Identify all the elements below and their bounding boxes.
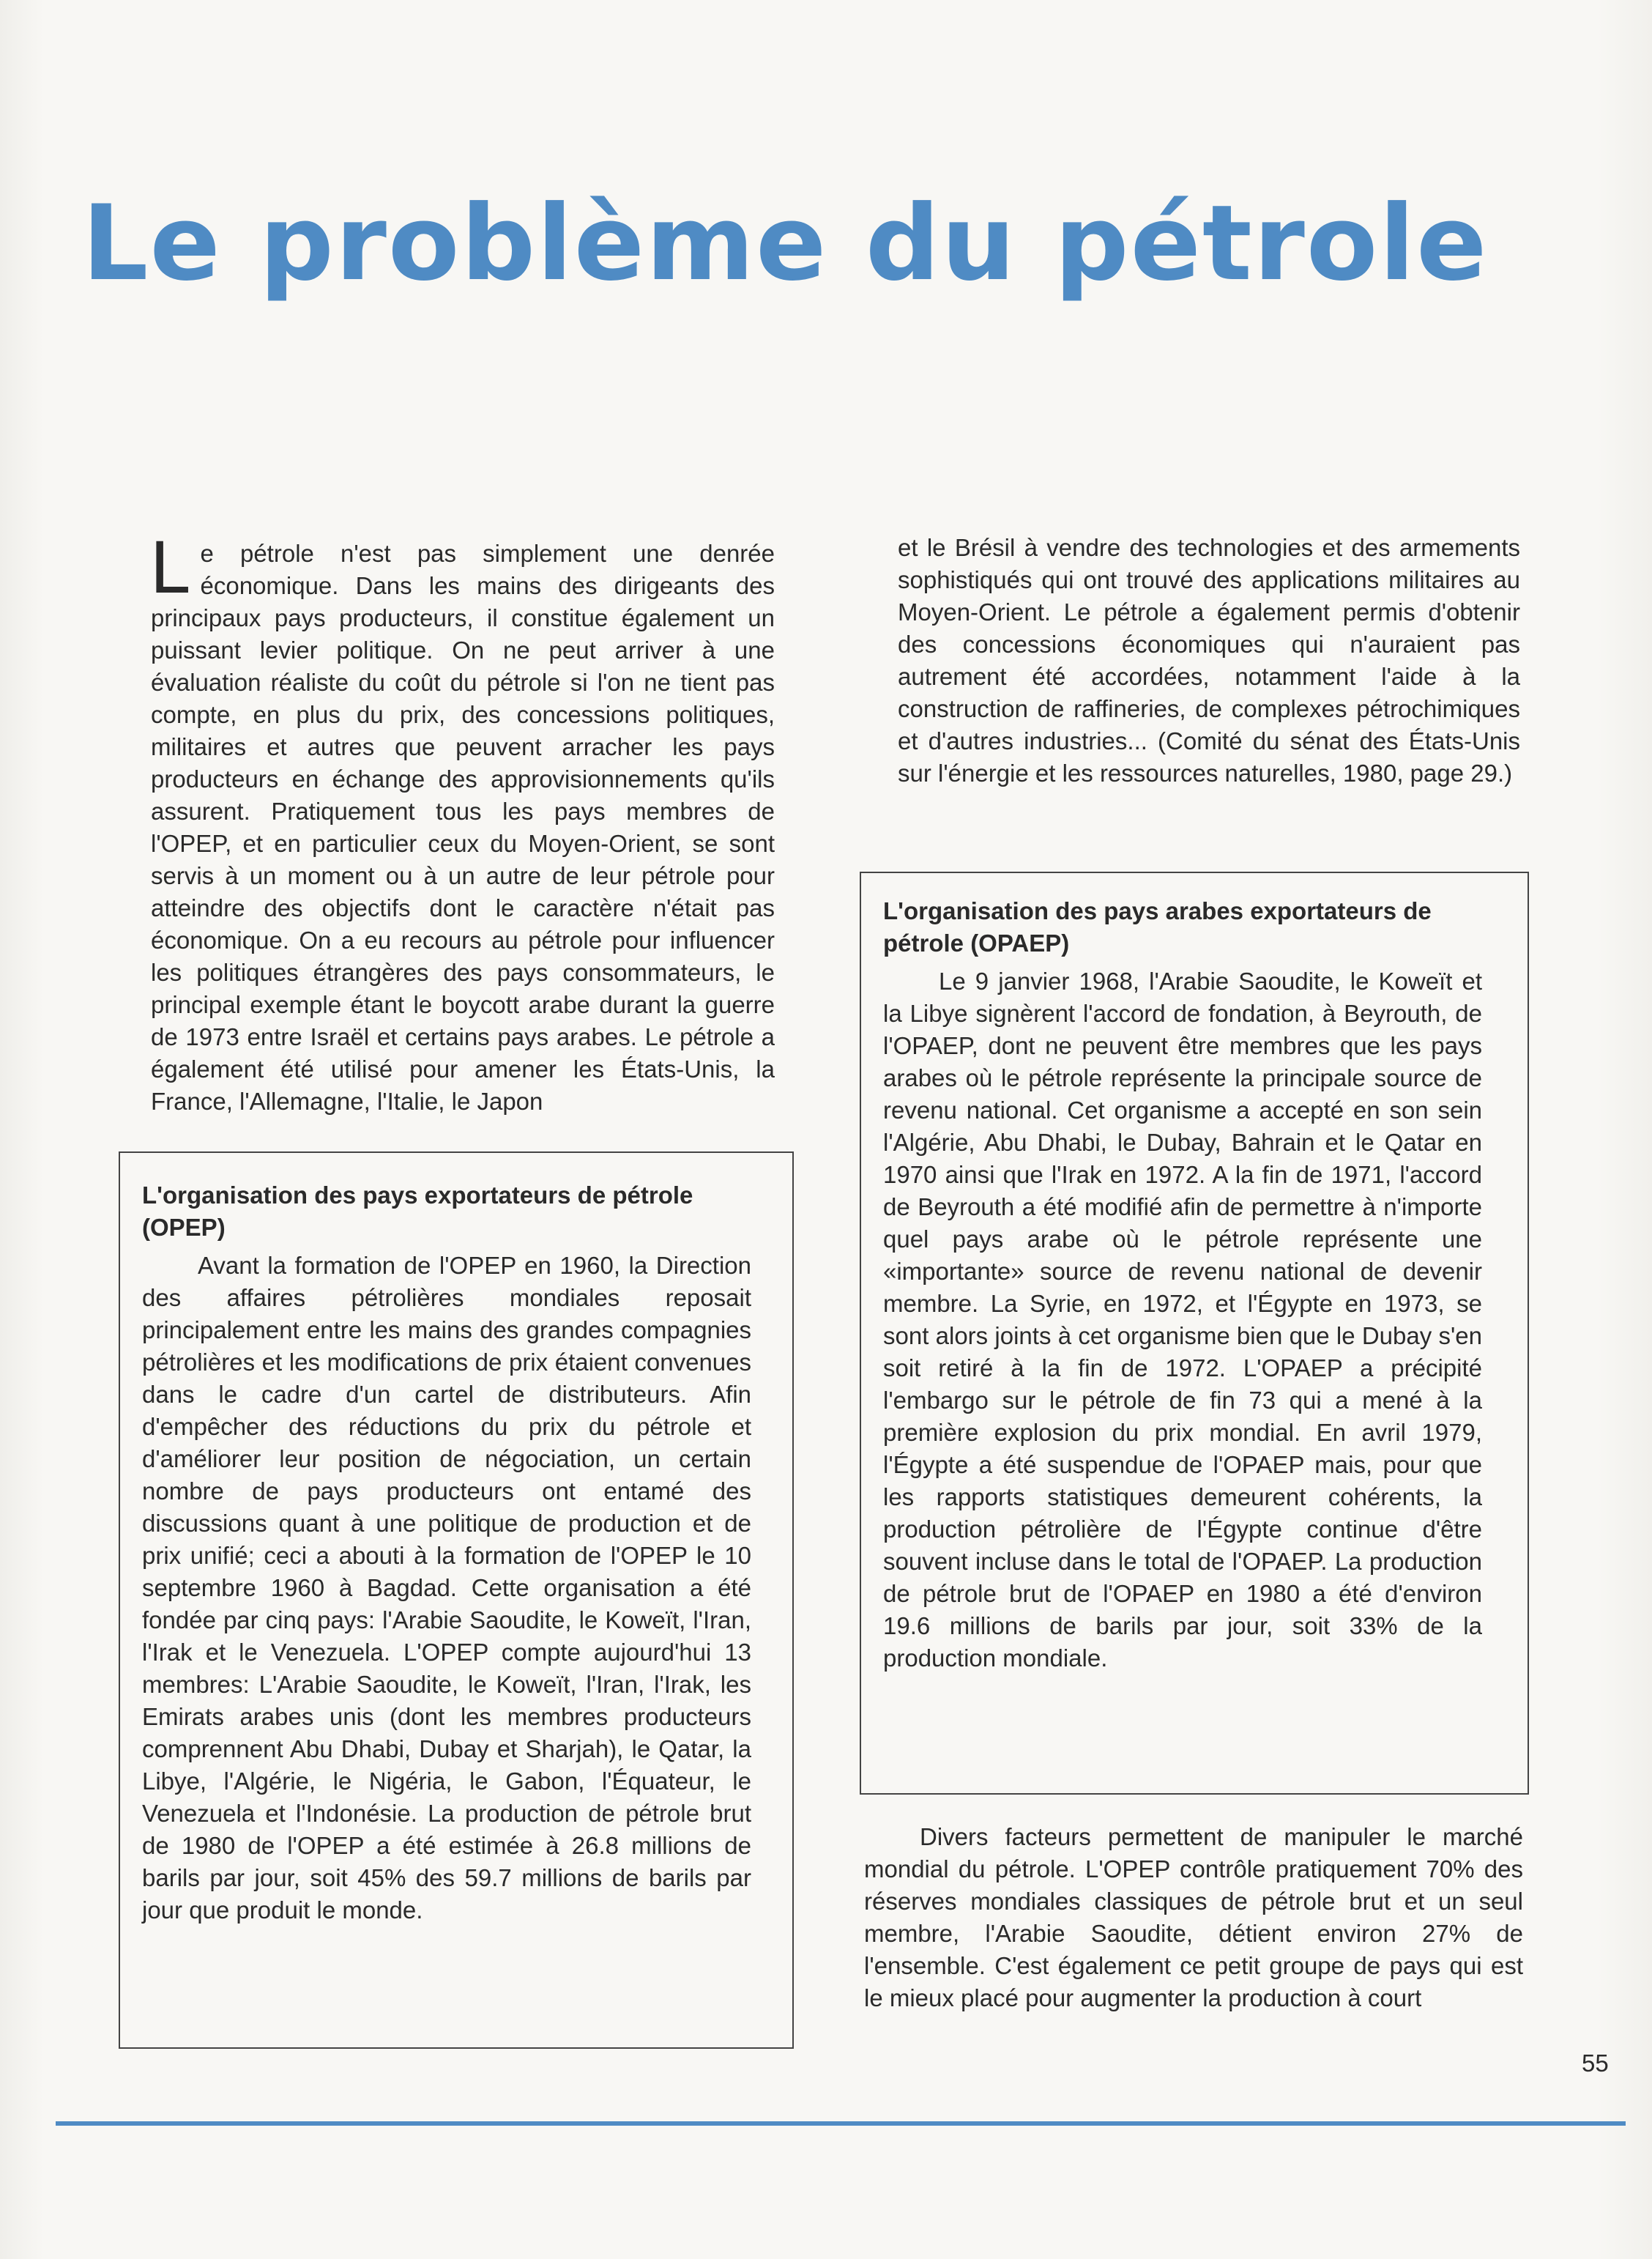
opaep-sidebar-box <box>860 872 1529 1795</box>
intro-continuation: et le Brésil à vendre des technologies et des armements sophistiqués qui ont trouvé des applications militaires au Moyen-Orient. Le pétrole a également permis d'obtenir des concessions économiques qui n'auraient pas autrement été accordées, notamment l'aide à la construction de raffineries, de complexes pétrochimiques et d'autres industries... (Comité du sénat des États-Unis sur l'énergie et les ressources naturelles, 1980, page 29.) <box>898 534 1520 787</box>
opaep-heading: L'organisation des pays arabes exportateurs de pétrole (OPAEP) <box>883 897 1432 957</box>
opaep-paragraph: Le 9 janvier 1968, l'Arabie Saoudite, le Koweït et la Libye signèrent l'accord de fondation, à Beyrouth, de l'OPAEP, dont ne peuvent être membres que les pays arabes où le pétrole représente la principale source de revenu national. Cet organisme a accepté en son sein l'Algérie, Abu Dhabi, le Dubay, Bahrain et le Qatar en 1970 ainsi que l'Irak en 1972. A la fin de 1971, l'accord de Beyrouth a été modifié afin de permettre à n'importe quel pays arabe où le pétrole représente une «importante» source de revenu national de devenir membre. La Syrie, en 1972, et l'Égypte en 1973, se sont alors joints à cet organisme bien que le Dubay s'en soit retiré à la fin de 1972. L'OPAEP a précipité l'embargo sur le pétrole de fin 73 qui a mené à la première explosion du prix mondial. En avril 1979, l'Égypte a été suspendue de l'OPAEP mais, pour que les rapports statistiques demeurent cohérents, la production pétrolière de l'Égypte continue d'être souvent incluse dans le total de l'OPAEP. La production de pétrole brut de l'OPAEP en 1980 a été d'environ 19.6 millions de barils par jour, soit 33% de la production mondiale. <box>883 968 1482 1672</box>
page-number: 55 <box>1582 2050 1609 2077</box>
closing-column <box>864 1821 1523 2014</box>
opep-sidebar-box <box>119 1151 794 2049</box>
intro-column-left <box>149 527 775 1118</box>
drop-cap: L <box>149 527 189 609</box>
intro-paragraph: e pétrole n'est pas simplement une denrée économique. Dans les mains des dirigeants des principaux pays producteurs, il constitue également un puissant levier politique. On ne peut arriver à une évaluation réaliste du coût du pétrole si l'on ne tient pas compte, en plus du prix, des concessions politiques, militaires et autres que peuvent arracher les pays producteurs en échange des approvisionnements qu'ils assurent. Pratiquement tous les pays membres de l'OPEP, et en particulier ceux du Moyen-Orient, se sont servis à un moment ou à un autre de leur pétrole pour atteindre des objectifs dont le caractère n'était pas économique. On a eu recours au pétrole pour influencer les politiques étrangères des pays consommateurs, le principal exemple étant le boycott arabe durant la guerre de 1973 entre Israël et certains pays arabes. Le pétrole a également été utilisé pour amener les États-Unis, la France, l'Allemagne, l'Italie, le Japon <box>151 540 775 1115</box>
opep-paragraph: Avant la formation de l'OPEP en 1960, la Direction des affaires pétrolières mondiales reposait principalement entre les mains des grandes compagnies pétrolières et les modifications de prix étaient convenues dans le cadre d'un cartel de distributeurs. Afin d'empêcher des réductions du prix du pétrole et d'améliorer leur position de négociation, un certain nombre de pays producteurs ont entamé des discussions quant à une politique de production et de prix unifié; ceci a abouti à la formation de l'OPEP le 10 septembre 1960 à Bagdad. Cette organisation a été fondée par cinq pays: l'Arabie Saoudite, le Koweït, l'Iran, l'Irak et le Venezuela. L'OPEP compte aujourd'hui 13 membres: L'Arabie Saoudite, le Koweït, l'Iran, l'Irak, les Emirats arabes unis (dont les membres producteurs comprennent Abu Dhabi, Dubay et Sharjah), le Qatar, la Libye, l'Algérie, le Nigéria, le Gabon, l'Équateur, le Venezuela et l'Indonésie. La production de pétrole brut de 1980 de l'OPEP a été estimée à 26.8 millions de barils par jour, soit 45% des 59.7 millions de barils par jour que produit le monde. <box>142 1252 751 1924</box>
intro-column-right <box>898 532 1520 790</box>
closing-paragraph: Divers facteurs permettent de manipuler le marché mondial du pétrole. L'OPEP contrôle pratiquement 70% des réserves mondiales classiques de pétrole brut et un seul membre, l'Arabie Saoudite, détient environ 27% de l'ensemble. C'est également ce petit groupe de pays qui est le mieux placé pour augmenter la production à court <box>864 1823 1523 2011</box>
opep-heading: L'organisation des pays exportateurs de pétrole (OPEP) <box>142 1182 693 1241</box>
footer-rule <box>56 2121 1626 2126</box>
page-title: Le problème du pétrole <box>82 183 1489 304</box>
